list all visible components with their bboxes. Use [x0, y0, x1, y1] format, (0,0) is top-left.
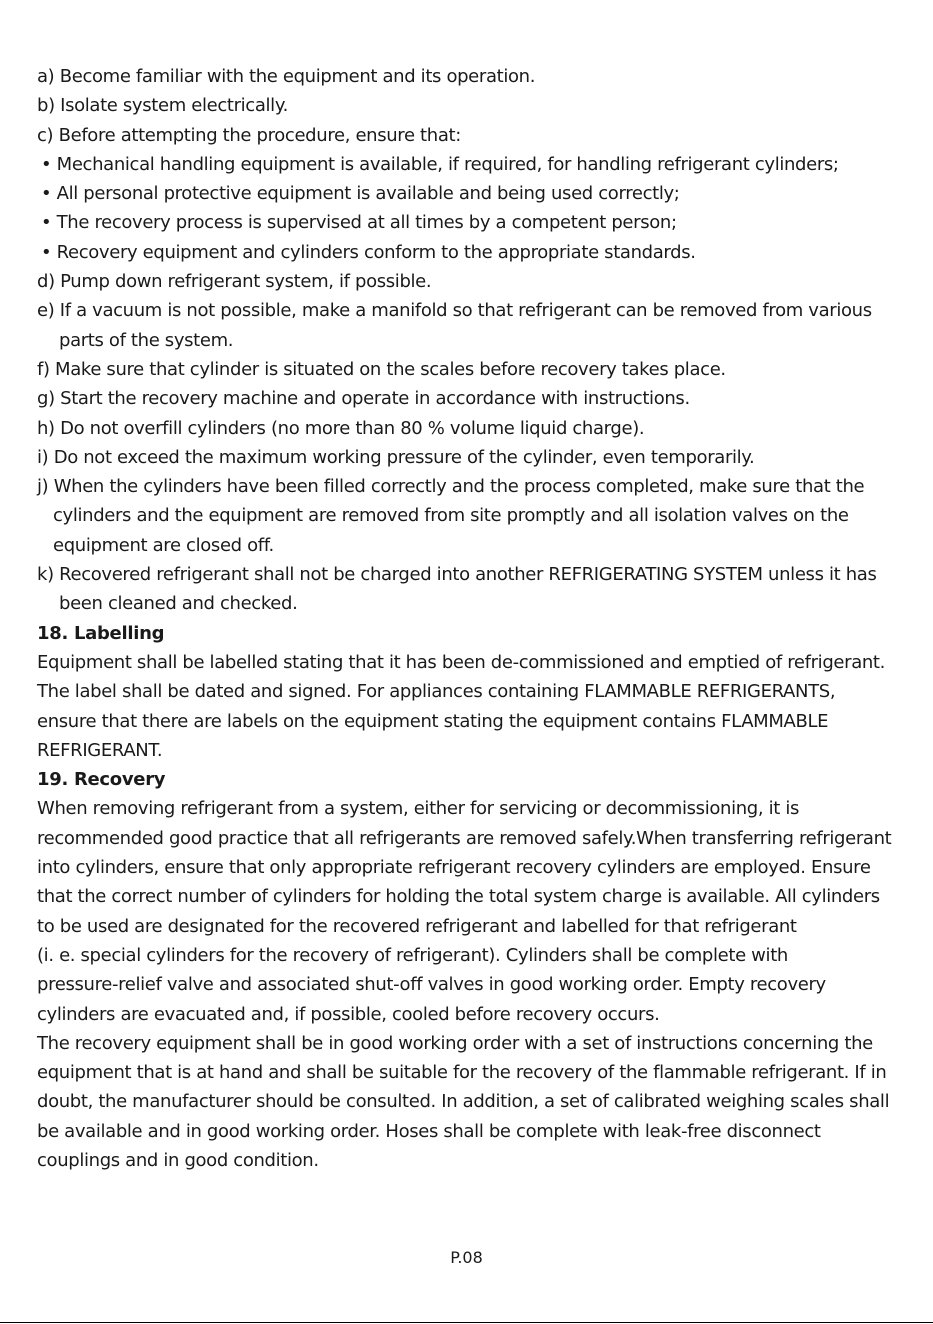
- recovery-paragraph-line: cylinders are evacuated and, if possible, cooled before recovery occurs.: [37, 1003, 660, 1025]
- step-e: e) If a vacuum is not possible, make a manifold so that refrigerant can be removed from various: [37, 300, 872, 322]
- step-e-continuation: parts of the system.: [59, 329, 234, 351]
- recovery-paragraph-line: be available and in good working order. Hoses shall be complete with leak-free disconnect: [37, 1120, 821, 1142]
- recovery-paragraph-line: The recovery equipment shall be in good working order with a set of instructions concerning the: [37, 1032, 873, 1054]
- recovery-paragraph-line: When removing refrigerant from a system, either for servicing or decommissioning, it is: [37, 798, 800, 820]
- step-h: h) Do not overfill cylinders (no more than 80 % volume liquid charge).: [37, 417, 645, 439]
- recovery-paragraph-line: equipment that is at hand and shall be suitable for the recovery of the flammable refrigerant. If in: [37, 1062, 887, 1084]
- step-a: a) Become familiar with the equipment and its operation.: [37, 66, 536, 87]
- section-heading-labelling: 18. Labelling: [37, 622, 165, 644]
- manual-page-body: [37, 62, 907, 1175]
- recovery-paragraph-line: doubt, the manufacturer should be consulted. In addition, a set of calibrated weighing scales shall: [37, 1091, 890, 1113]
- recovery-paragraph-line: couplings and in good condition.: [37, 1149, 319, 1171]
- recovery-paragraph-line: into cylinders, ensure that only appropriate refrigerant recovery cylinders are employed. Ensure: [37, 857, 871, 879]
- labelling-paragraph-line: REFRIGERANT.: [37, 739, 163, 761]
- step-b: b) Isolate system electrically.: [37, 95, 288, 117]
- step-i: i) Do not exceed the maximum working pressure of the cylinder, even temporarily.: [37, 446, 755, 468]
- recovery-paragraph-line: recommended good practice that all refrigerants are removed safely.When transferring refrigerant: [37, 827, 892, 849]
- step-j-continuation: equipment are closed off.: [53, 534, 274, 556]
- recovery-paragraph-line: pressure-relief valve and associated shut-off valves in good working order. Empty recovery: [37, 974, 826, 996]
- step-j-continuation: cylinders and the equipment are removed from site promptly and all isolation valves on the: [53, 505, 849, 527]
- labelling-paragraph-line: ensure that there are labels on the equipment stating the equipment contains FLAMMABLE: [37, 710, 829, 732]
- bottom-divider: [0, 1322, 933, 1323]
- step-j: j) When the cylinders have been filled correctly and the process completed, make sure that the: [37, 476, 865, 498]
- section-heading-recovery: 19. Recovery: [37, 769, 166, 791]
- step-f: f) Make sure that cylinder is situated on the scales before recovery takes place.: [37, 358, 726, 380]
- recovery-paragraph-line: to be used are designated for the recovered refrigerant and labelled for that refrigerant: [37, 915, 797, 937]
- labelling-paragraph-line: The label shall be dated and signed. For appliances containing FLAMMABLE REFRIGERANTS,: [37, 681, 836, 703]
- recovery-paragraph-line: that the correct number of cylinders for holding the total system charge is available. All cylinders: [37, 886, 880, 908]
- step-c: c) Before attempting the procedure, ensure that:: [37, 124, 461, 146]
- step-g: g) Start the recovery machine and operate in accordance with instructions.: [37, 388, 690, 410]
- step-c-bullet: • The recovery process is supervised at all times by a competent person;: [41, 212, 677, 234]
- page-number: P.08: [450, 1248, 483, 1267]
- step-c-bullet: • All personal protective equipment is available and being used correctly;: [41, 183, 680, 205]
- labelling-paragraph-line: Equipment shall be labelled stating that it has been de-commissioned and emptied of refrigerant.: [37, 651, 886, 673]
- step-d: d) Pump down refrigerant system, if possible.: [37, 271, 432, 293]
- step-c-bullet: • Mechanical handling equipment is available, if required, for handling refrigerant cylinders;: [41, 153, 839, 175]
- step-k: k) Recovered refrigerant shall not be charged into another REFRIGERATING SYSTEM unless it has: [37, 564, 877, 586]
- step-c-bullet: • Recovery equipment and cylinders conform to the appropriate standards.: [41, 241, 696, 263]
- recovery-paragraph-line: (i. e. special cylinders for the recovery of refrigerant). Cylinders shall be complete with: [37, 944, 788, 966]
- step-k-continuation: been cleaned and checked.: [59, 593, 298, 615]
